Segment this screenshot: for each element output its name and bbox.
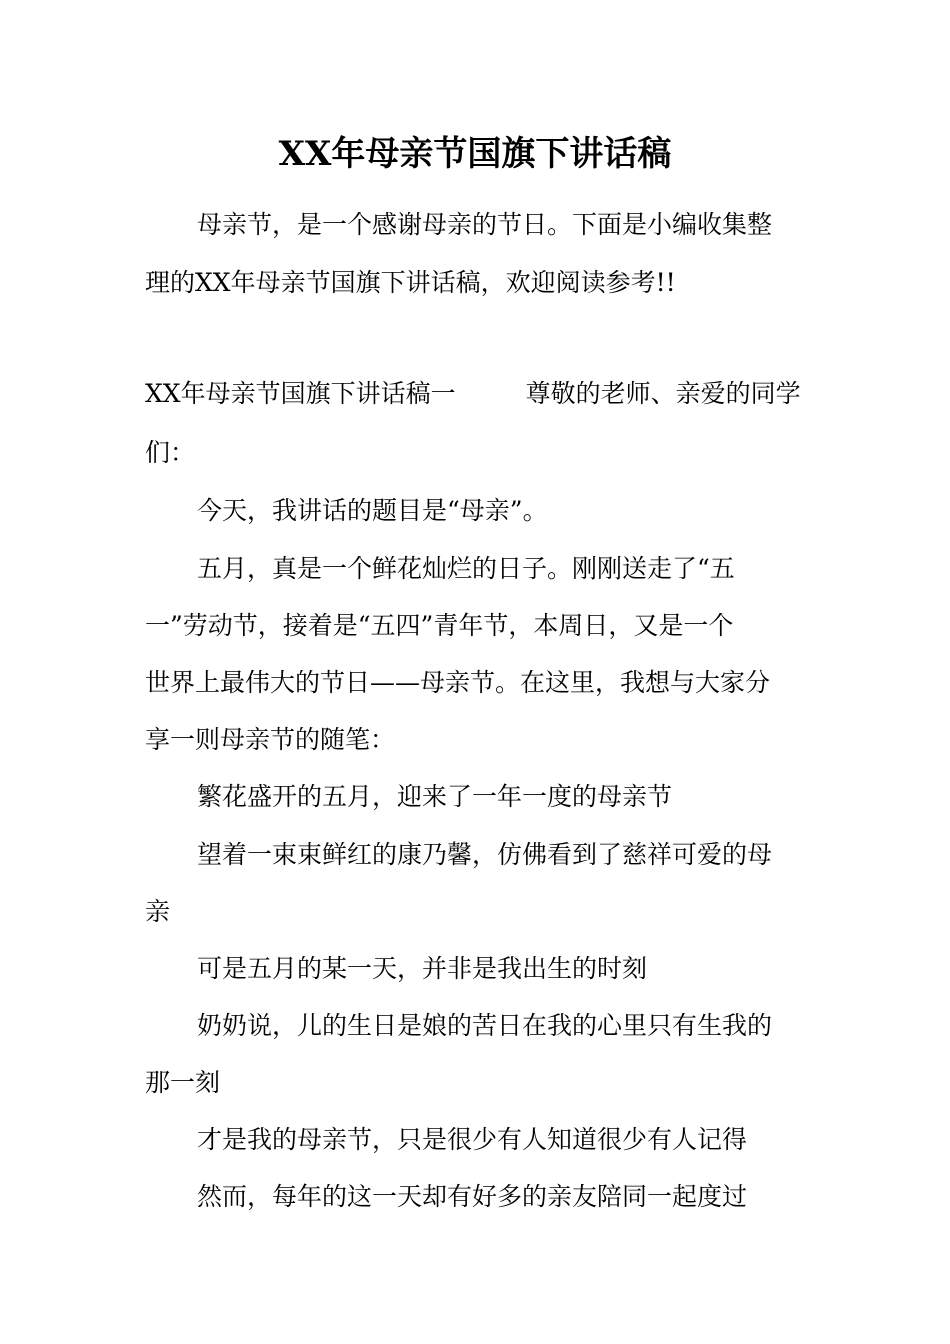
section-heading: XX年母亲节国旗下讲话稿一 — [145, 379, 456, 408]
paragraph-line: 们： — [145, 438, 196, 467]
paragraph-line: 享一则母亲节的随笔： — [145, 725, 396, 754]
paragraph-line: 那一刻 — [145, 1068, 221, 1097]
paragraph-line: 望着一束束鲜红的康乃馨，仿佛看到了慈祥可爱的母 — [197, 840, 773, 869]
paragraph-line: 才是我的母亲节，只是很少有人知道很少有人记得 — [197, 1125, 748, 1154]
paragraph-line: 可是五月的某一天，并非是我出生的时刻 — [197, 954, 648, 983]
paragraph-line: 世界上最伟大的节日——母亲节。在这里，我想与大家分 — [145, 668, 771, 697]
section-heading-line — [145, 377, 801, 411]
paragraph-line: 今天，我讲话的题目是“母亲”。 — [197, 496, 548, 525]
paragraph-line: 五月，真是一个鲜花灿烂的日子。刚刚送走了“五 — [197, 554, 735, 583]
paragraph-line: 繁花盛开的五月，迎来了一年一度的母亲节 — [197, 782, 673, 811]
paragraph-line: 理的XX年母亲节国旗下讲话稿，欢迎阅读参考!! — [145, 268, 676, 297]
paragraph-line: 一”劳动节，接着是“五四”青年节，本周日，又是一个 — [145, 611, 734, 640]
paragraph-line: 母亲节，是一个感谢母亲的节日。下面是小编收集整 — [197, 210, 773, 239]
paragraph-line: 然而，每年的这一天却有好多的亲友陪同一起度过 — [197, 1182, 748, 1211]
paragraph-line: 亲 — [145, 897, 171, 926]
paragraph-line: 奶奶说，儿的生日是娘的苦日在我的心里只有生我的 — [197, 1011, 773, 1040]
document-title: XX年母亲节国旗下讲话稿 — [278, 134, 672, 174]
salutation: 尊敬的老师、亲爱的同学 — [525, 379, 801, 408]
